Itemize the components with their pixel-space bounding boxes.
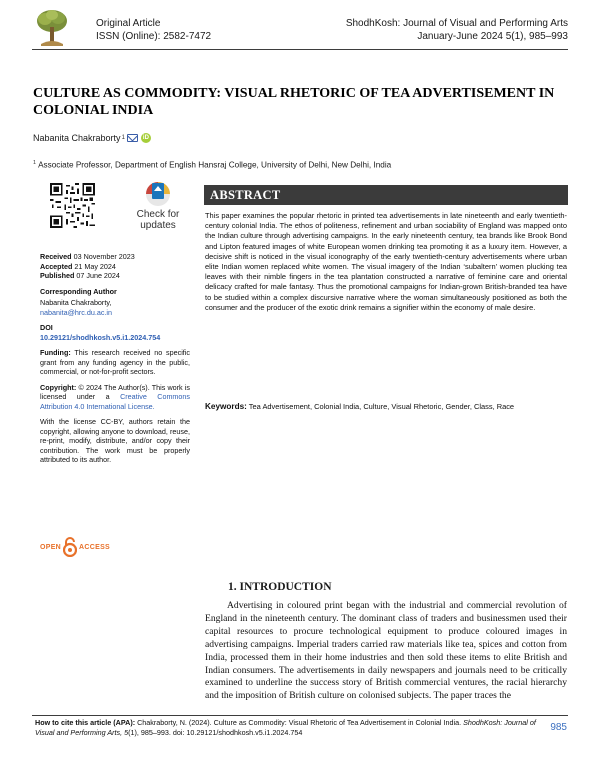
open-access-left: OPEN bbox=[40, 543, 62, 551]
journal-issue: January-June 2024 5(1), 985–993 bbox=[417, 31, 568, 42]
affiliation-text: Associate Professor, Department of English Hansraj College, University of Delhi, New Delhi, India bbox=[38, 160, 392, 170]
license-statement: With the license CC-BY, authors retain the copyright, allowing anyone to download, reuse, re-print, modify, distribute, and/or copy their contribution. The work must be properly attributed to its author. bbox=[40, 417, 190, 464]
published-date: 07 June 2024 bbox=[76, 271, 120, 280]
open-access-right: ACCESS bbox=[79, 543, 111, 551]
copyright-text: © 2024 The Author(s). This work is licensed under a bbox=[40, 382, 190, 401]
citation-label: How to cite this article (APA): bbox=[35, 718, 136, 727]
accepted-date: 21 May 2024 bbox=[74, 261, 116, 271]
citation bbox=[35, 718, 555, 738]
article-title: CULTURE AS COMMODITY: VISUAL RHETORIC OF TEA ADVERTISEMENT IN COLONIAL INDIA bbox=[33, 86, 555, 118]
header-left bbox=[96, 17, 211, 43]
corresponding-author-name: Nabanita Chakraborty, bbox=[40, 298, 112, 307]
issn: ISSN (Online): 2582-7472 bbox=[96, 31, 212, 42]
check-for-updates-badge[interactable] bbox=[129, 180, 187, 236]
author-line bbox=[33, 133, 151, 143]
abstract-heading: ABSTRACT bbox=[210, 188, 281, 202]
qr-code[interactable] bbox=[50, 183, 95, 228]
copyright-statement bbox=[40, 383, 190, 412]
license-link[interactable]: Creative Commons Attribution 4.0 International License. bbox=[40, 392, 191, 411]
citation-journal: ShodhKosh: Journal of Visual and Performing Arts, 5 bbox=[35, 718, 536, 737]
check-for-label: Check for bbox=[136, 209, 180, 220]
abstract-text: This paper examines the popular rhetoric in printed tea advertisements in late nineteenth and early twentieth-century colonial India. The ethos of politeness, refinement and urban sociability of England was mapped onto the Indian culture through advertising campaigns. In the early nineteenth century, tea brands like Brook Bond and Lipton featured images of white European women drinking tea promoting it as a luxury item. However, a decisive shift is noticed in the visual iconography of the early twentieth-century advertisements where urban elite Indian women replaced white women. The visual imagery of the Indian ‘subaltern’ women plucking tea leaves with their nimble fingers in the tea plantation constructed a narrative of feminine care and oriental delicacy crafted for male fantasy. Thus the promotional campaigns for Indian-grown British-branded tea have to be studied within a complex discursive narrative where the woman simultaneously positioned as both the consumer and the producer of the exotic drink remains a signifier within the economy of male desire. bbox=[205, 211, 567, 312]
funding-statement bbox=[40, 348, 190, 377]
received-date: 03 November 2023 bbox=[73, 252, 135, 261]
affiliation bbox=[33, 160, 391, 170]
article-sidebar bbox=[40, 252, 190, 465]
article-type: Original Article bbox=[96, 18, 161, 29]
introduction-heading: 1. INTRODUCTION bbox=[228, 581, 332, 593]
keywords bbox=[205, 402, 567, 413]
keywords-text: Tea Advertisement, Colonial India, Culture, Visual Rhetoric, Gender, Class, Race bbox=[248, 402, 515, 411]
doi-link[interactable]: 10.29121/shodhkosh.v5.i1.2024.754 bbox=[40, 332, 161, 342]
corresponding-author-email[interactable]: nabanita@hrc.du.ac.in bbox=[40, 307, 113, 317]
introduction-text: Advertising in coloured print began with the industrial and commercial revolution of England in the nineteenth century. The dominant class of traders and businessmen used their capital resources to procure technological equipment to produce coloured images in advertising campaigns. Imperial traders carried raw materials like tea, spices and cotton from India, processed them in their home industries and then sold these items to elite British and Indian consumers. The advertisements in daily newspapers and journals need to be critically examined to underline the success story of British commercial ventures, the racial hierarchy and the imposition of British culture on colonised subjects. The paper traces the bbox=[205, 600, 567, 702]
accepted-label: Accepted bbox=[40, 261, 73, 271]
affiliation-marker: 1 bbox=[33, 160, 37, 166]
funding-label: Funding: bbox=[40, 348, 71, 357]
journal-tree-logo bbox=[33, 8, 71, 48]
page-number: 985 bbox=[550, 722, 567, 733]
open-lock-icon bbox=[63, 537, 77, 557]
open-access-badge bbox=[40, 537, 110, 557]
keywords-label: Keywords: bbox=[205, 402, 247, 411]
author-name[interactable]: Nabanita Chakraborty bbox=[33, 133, 121, 143]
journal-name: ShodhKosh: Journal of Visual and Performing Arts bbox=[345, 18, 568, 29]
copyright-label: Copyright: bbox=[40, 382, 77, 392]
email-icon[interactable] bbox=[127, 134, 138, 142]
doi-heading: DOI bbox=[40, 323, 53, 332]
orcid-icon[interactable]: iD bbox=[142, 135, 149, 141]
author-affiliation-marker: 1 bbox=[121, 135, 125, 141]
footer-divider bbox=[32, 715, 568, 716]
header-right bbox=[346, 17, 568, 43]
citation-rest: (1), 985–993. doi: 10.29121/shodhkosh.v5.i1.2024.754 bbox=[128, 728, 303, 737]
corresponding-author-heading: Corresponding Author bbox=[40, 286, 117, 296]
citation-text: Chakraborty, N. (2024). Culture as Commodity: Visual Rhetoric of Tea Advertisement in Colonial India. bbox=[137, 718, 462, 727]
header-divider bbox=[32, 49, 568, 50]
updates-label: updates bbox=[140, 220, 176, 231]
received-label: Received bbox=[40, 252, 72, 261]
funding-text: This research received no specific grant from any funding agency in the public, commercial, or not-for-profit sectors. bbox=[40, 348, 190, 376]
published-label: Published bbox=[40, 271, 75, 280]
